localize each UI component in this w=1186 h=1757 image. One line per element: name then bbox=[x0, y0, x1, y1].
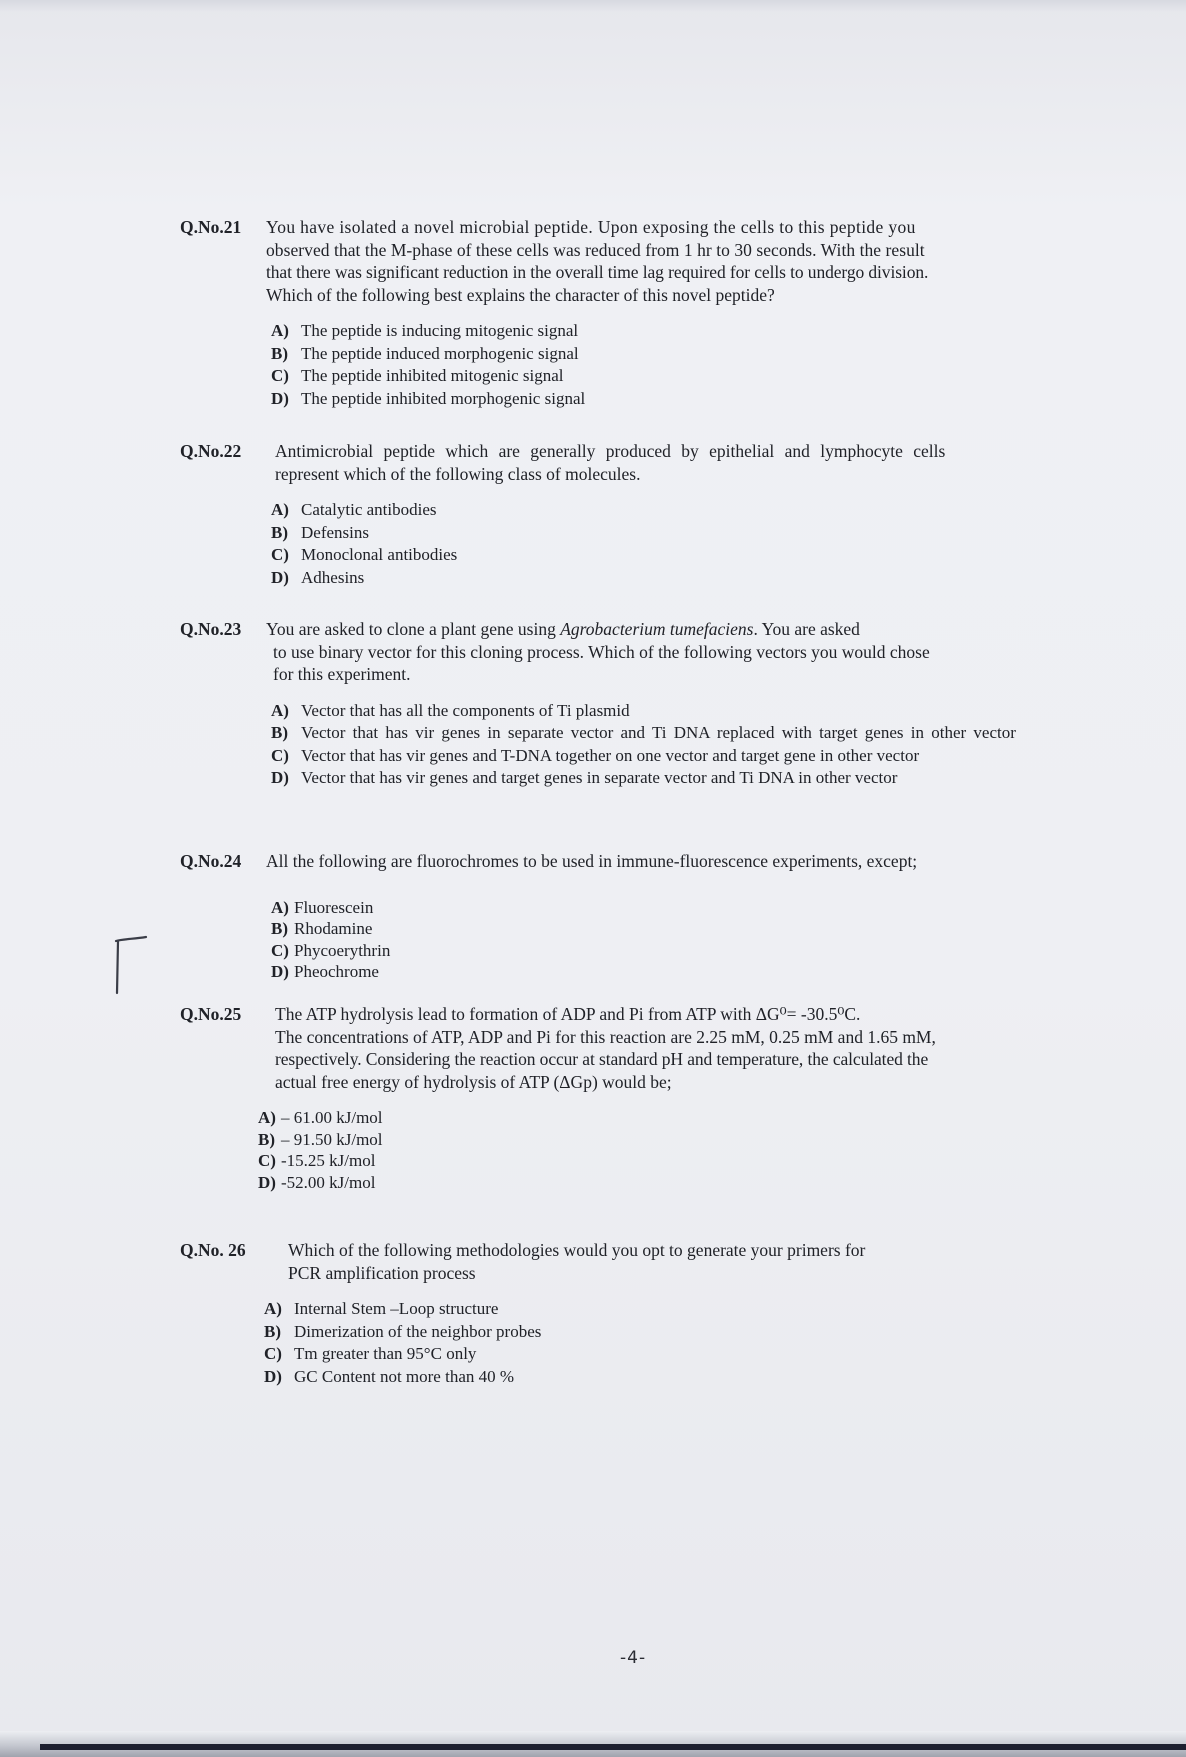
question-line: The ATP hydrolysis lead to formation of ADP and Pi from ATP with ΔG⁰= -30.5⁰C. bbox=[275, 1004, 861, 1024]
option-a: A) Fluorescein bbox=[271, 897, 374, 917]
option-b: B) Rhodamine bbox=[271, 919, 373, 938]
question-26 bbox=[180, 1239, 1160, 1388]
question-23-stem bbox=[180, 618, 1160, 686]
question-number: Q.No.22 bbox=[180, 441, 242, 461]
option-b: B) Dimerization of the neighbor probes bbox=[264, 1321, 542, 1341]
question-22 bbox=[180, 440, 1160, 589]
option-a: A) Catalytic antibodies bbox=[271, 500, 437, 519]
options-list bbox=[180, 1298, 1160, 1388]
question-number: Q.No.24 bbox=[180, 851, 242, 871]
question-line: represent which of the following class of molecules. bbox=[275, 463, 641, 484]
question-26-stem bbox=[180, 1239, 1160, 1284]
question-line: Antimicrobial peptide which are generally produced by epithelial and lymphocyte cells bbox=[275, 441, 946, 461]
question-line: actual free energy of hydrolysis of ATP (ΔGp) would be; bbox=[275, 1071, 672, 1092]
option-c: C) Phycoerythrin bbox=[271, 940, 391, 960]
option-a: A) Vector that has all the components of Ti plasmid bbox=[271, 700, 630, 720]
pen-mark-icon bbox=[112, 935, 152, 995]
option-d: D) Adhesins bbox=[271, 567, 365, 587]
question-24-stem bbox=[180, 850, 1160, 873]
organism-name: Agrobacterium tumefaciens bbox=[560, 619, 754, 639]
question-line: observed that the M-phase of these cells was reduced from 1 hr to 30 seconds. With the result bbox=[266, 239, 925, 260]
question-line: You are asked to clone a plant gene using Agrobacterium tumefaciens. You are asked bbox=[266, 619, 860, 639]
question-22-stem bbox=[180, 440, 1160, 485]
options-list bbox=[180, 700, 1160, 790]
option-c: C) Monoclonal antibodies bbox=[271, 545, 458, 564]
options-list bbox=[180, 1107, 1160, 1193]
question-line: to use binary vector for this cloning process. Which of the following vectors you would chose bbox=[273, 641, 930, 662]
scan-bottom-line bbox=[40, 1744, 1186, 1750]
question-line: PCR amplification process bbox=[288, 1262, 476, 1283]
option-a: A) Internal Stem –Loop structure bbox=[264, 1299, 499, 1318]
question-line: for this experiment. bbox=[273, 664, 411, 684]
question-number: Q.No.25 bbox=[180, 1004, 242, 1024]
option-a: A) The peptide is inducing mitogenic signal bbox=[271, 321, 579, 340]
question-line: that there was significant reduction in the overall time lag required for cells to undergo division. bbox=[266, 262, 929, 282]
question-number: Q.No.21 bbox=[180, 217, 242, 237]
options-list bbox=[180, 499, 1160, 589]
option-b: B) Defensins bbox=[271, 522, 369, 542]
question-21-stem bbox=[180, 216, 1160, 306]
question-line: The concentrations of ATP, ADP and Pi for this reaction are 2.25 mM, 0.25 mM and 1.65 mM, bbox=[275, 1026, 936, 1047]
question-line: Which of the following best explains the character of this novel peptide? bbox=[266, 284, 775, 305]
option-b: B) – 91.50 kJ/mol bbox=[258, 1129, 383, 1149]
option-a: A) – 61.00 kJ/mol bbox=[258, 1108, 383, 1127]
option-c: C) The peptide inhibited mitogenic signal bbox=[271, 366, 564, 385]
option-c: C) Vector that has vir genes and T-DNA together on one vector and target gene in other vector bbox=[271, 745, 920, 765]
question-line: respectively. Considering the reaction occur at standard pH and temperature, the calculated the bbox=[275, 1049, 929, 1069]
question-number: Q.No.23 bbox=[180, 619, 242, 639]
question-line: You have isolated a novel microbial peptide. Upon exposing the cells to this peptide you bbox=[266, 217, 916, 237]
option-d: D) Pheochrome bbox=[271, 962, 379, 981]
question-line: All the following are fluorochromes to be used in immune-fluorescence experiments, except; bbox=[266, 851, 918, 871]
option-c: C) Tm greater than 95°C only bbox=[264, 1344, 477, 1363]
question-23 bbox=[180, 618, 1160, 790]
option-d: D) GC Content not more than 40 % bbox=[264, 1366, 515, 1386]
option-d: D) -52.00 kJ/mol bbox=[258, 1172, 376, 1192]
question-24 bbox=[180, 850, 1160, 983]
scan-top-edge bbox=[0, 0, 1186, 12]
question-21 bbox=[180, 216, 1160, 410]
page-number: -4- bbox=[620, 1648, 647, 1668]
options-list bbox=[180, 897, 1160, 983]
option-c: C) -15.25 kJ/mol bbox=[258, 1151, 376, 1170]
question-25-stem bbox=[180, 1003, 1160, 1093]
question-line: Which of the following methodologies would you opt to generate your primers for bbox=[288, 1240, 866, 1260]
option-d: D) Vector that has vir genes and target genes in separate vector and Ti DNA in other vector bbox=[271, 768, 898, 787]
option-d: D) The peptide inhibited morphogenic signal bbox=[271, 388, 586, 408]
question-number: Q.No. 26 bbox=[180, 1240, 246, 1260]
option-b: B) Vector that has vir genes in separate vector and Ti DNA replaced with target genes in other vector bbox=[271, 723, 1016, 742]
options-list bbox=[180, 320, 1160, 410]
question-25 bbox=[180, 1003, 1160, 1193]
option-b: B) The peptide induced morphogenic signal bbox=[271, 343, 579, 363]
